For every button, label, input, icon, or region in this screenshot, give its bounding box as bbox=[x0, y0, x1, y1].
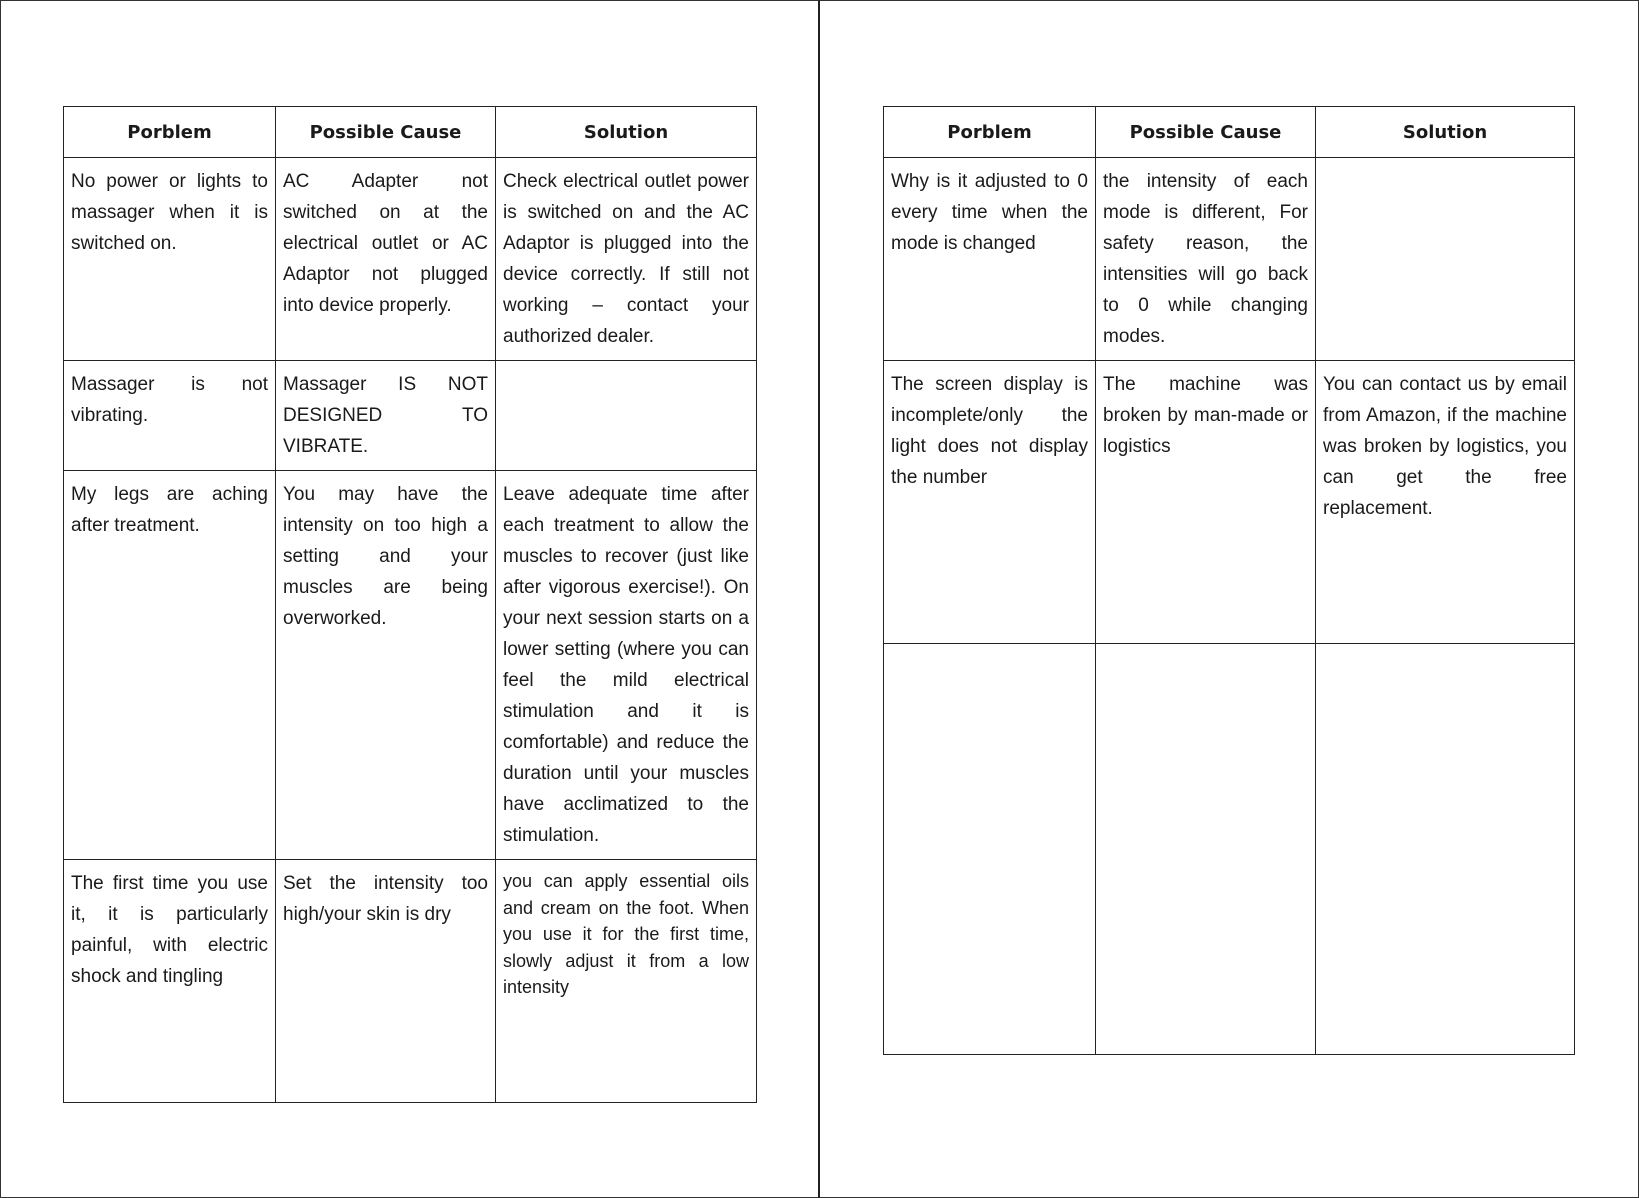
problem-cell bbox=[884, 644, 1096, 1055]
header-problem: Porblem bbox=[64, 107, 276, 158]
cause-cell: The machine was broken by man-made or logistics bbox=[1096, 361, 1316, 644]
solution-cell bbox=[496, 361, 757, 471]
table-row bbox=[884, 158, 1575, 361]
problem-cell: The first time you use it, it is particularly painful, with electric shock and tingling bbox=[64, 860, 276, 1103]
header-problem: Porblem bbox=[884, 107, 1096, 158]
problem-cell: My legs are aching after treatment. bbox=[64, 471, 276, 860]
table-row bbox=[884, 644, 1575, 1055]
problem-cell: Why is it adjusted to 0 every time when the mode is changed bbox=[884, 158, 1096, 361]
header-possible-cause: Possible Cause bbox=[276, 107, 496, 158]
problem-cell: Massager is not vibrating. bbox=[64, 361, 276, 471]
troubleshooting-table-left bbox=[63, 106, 757, 1103]
table-header-row bbox=[64, 107, 757, 158]
table-row bbox=[884, 361, 1575, 644]
table-row bbox=[64, 471, 757, 860]
solution-cell: Leave adequate time after each treatment to allow the muscles to recover (just like after vigorous exercise!). On your next session starts on a lower setting (where you can feel the mild electrical stimulation and it is comfortable) and reduce the duration until your muscles have acclimatized to the stimulation. bbox=[496, 471, 757, 860]
solution-cell: You can contact us by email from Amazon, if the machine was broken by logistics, you can get the free replacement. bbox=[1316, 361, 1575, 644]
cause-cell: Set the intensity too high/your skin is dry bbox=[276, 860, 496, 1103]
header-possible-cause: Possible Cause bbox=[1096, 107, 1316, 158]
page-divider bbox=[818, 0, 820, 1198]
table-header-row bbox=[884, 107, 1575, 158]
table-row bbox=[64, 860, 757, 1103]
solution-cell: Check electrical outlet power is switched on and the AC Adaptor is plugged into the device correctly. If still not working – contact your authorized dealer. bbox=[496, 158, 757, 361]
troubleshooting-table-right bbox=[883, 106, 1575, 1055]
solution-cell bbox=[1316, 158, 1575, 361]
solution-cell bbox=[1316, 644, 1575, 1055]
cause-cell: AC Adapter not switched on at the electrical outlet or AC Adaptor not plugged into device properly. bbox=[276, 158, 496, 361]
header-solution: Solution bbox=[1316, 107, 1575, 158]
problem-cell: No power or lights to massager when it is switched on. bbox=[64, 158, 276, 361]
cause-cell bbox=[1096, 644, 1316, 1055]
solution-cell: you can apply essential oils and cream on the foot. When you use it for the first time, slowly adjust it from a low intensity bbox=[496, 860, 757, 1103]
problem-cell: The screen display is incomplete/only the light does not display the number bbox=[884, 361, 1096, 644]
table-row bbox=[64, 158, 757, 361]
cause-cell: the intensity of each mode is different, For safety reason, the intensities will go back to 0 while changing modes. bbox=[1096, 158, 1316, 361]
cause-cell: You may have the intensity on too high a setting and your muscles are being overworked. bbox=[276, 471, 496, 860]
header-solution: Solution bbox=[496, 107, 757, 158]
table-row bbox=[64, 361, 757, 471]
cause-cell: Massager IS NOT DESIGNED TO VIBRATE. bbox=[276, 361, 496, 471]
